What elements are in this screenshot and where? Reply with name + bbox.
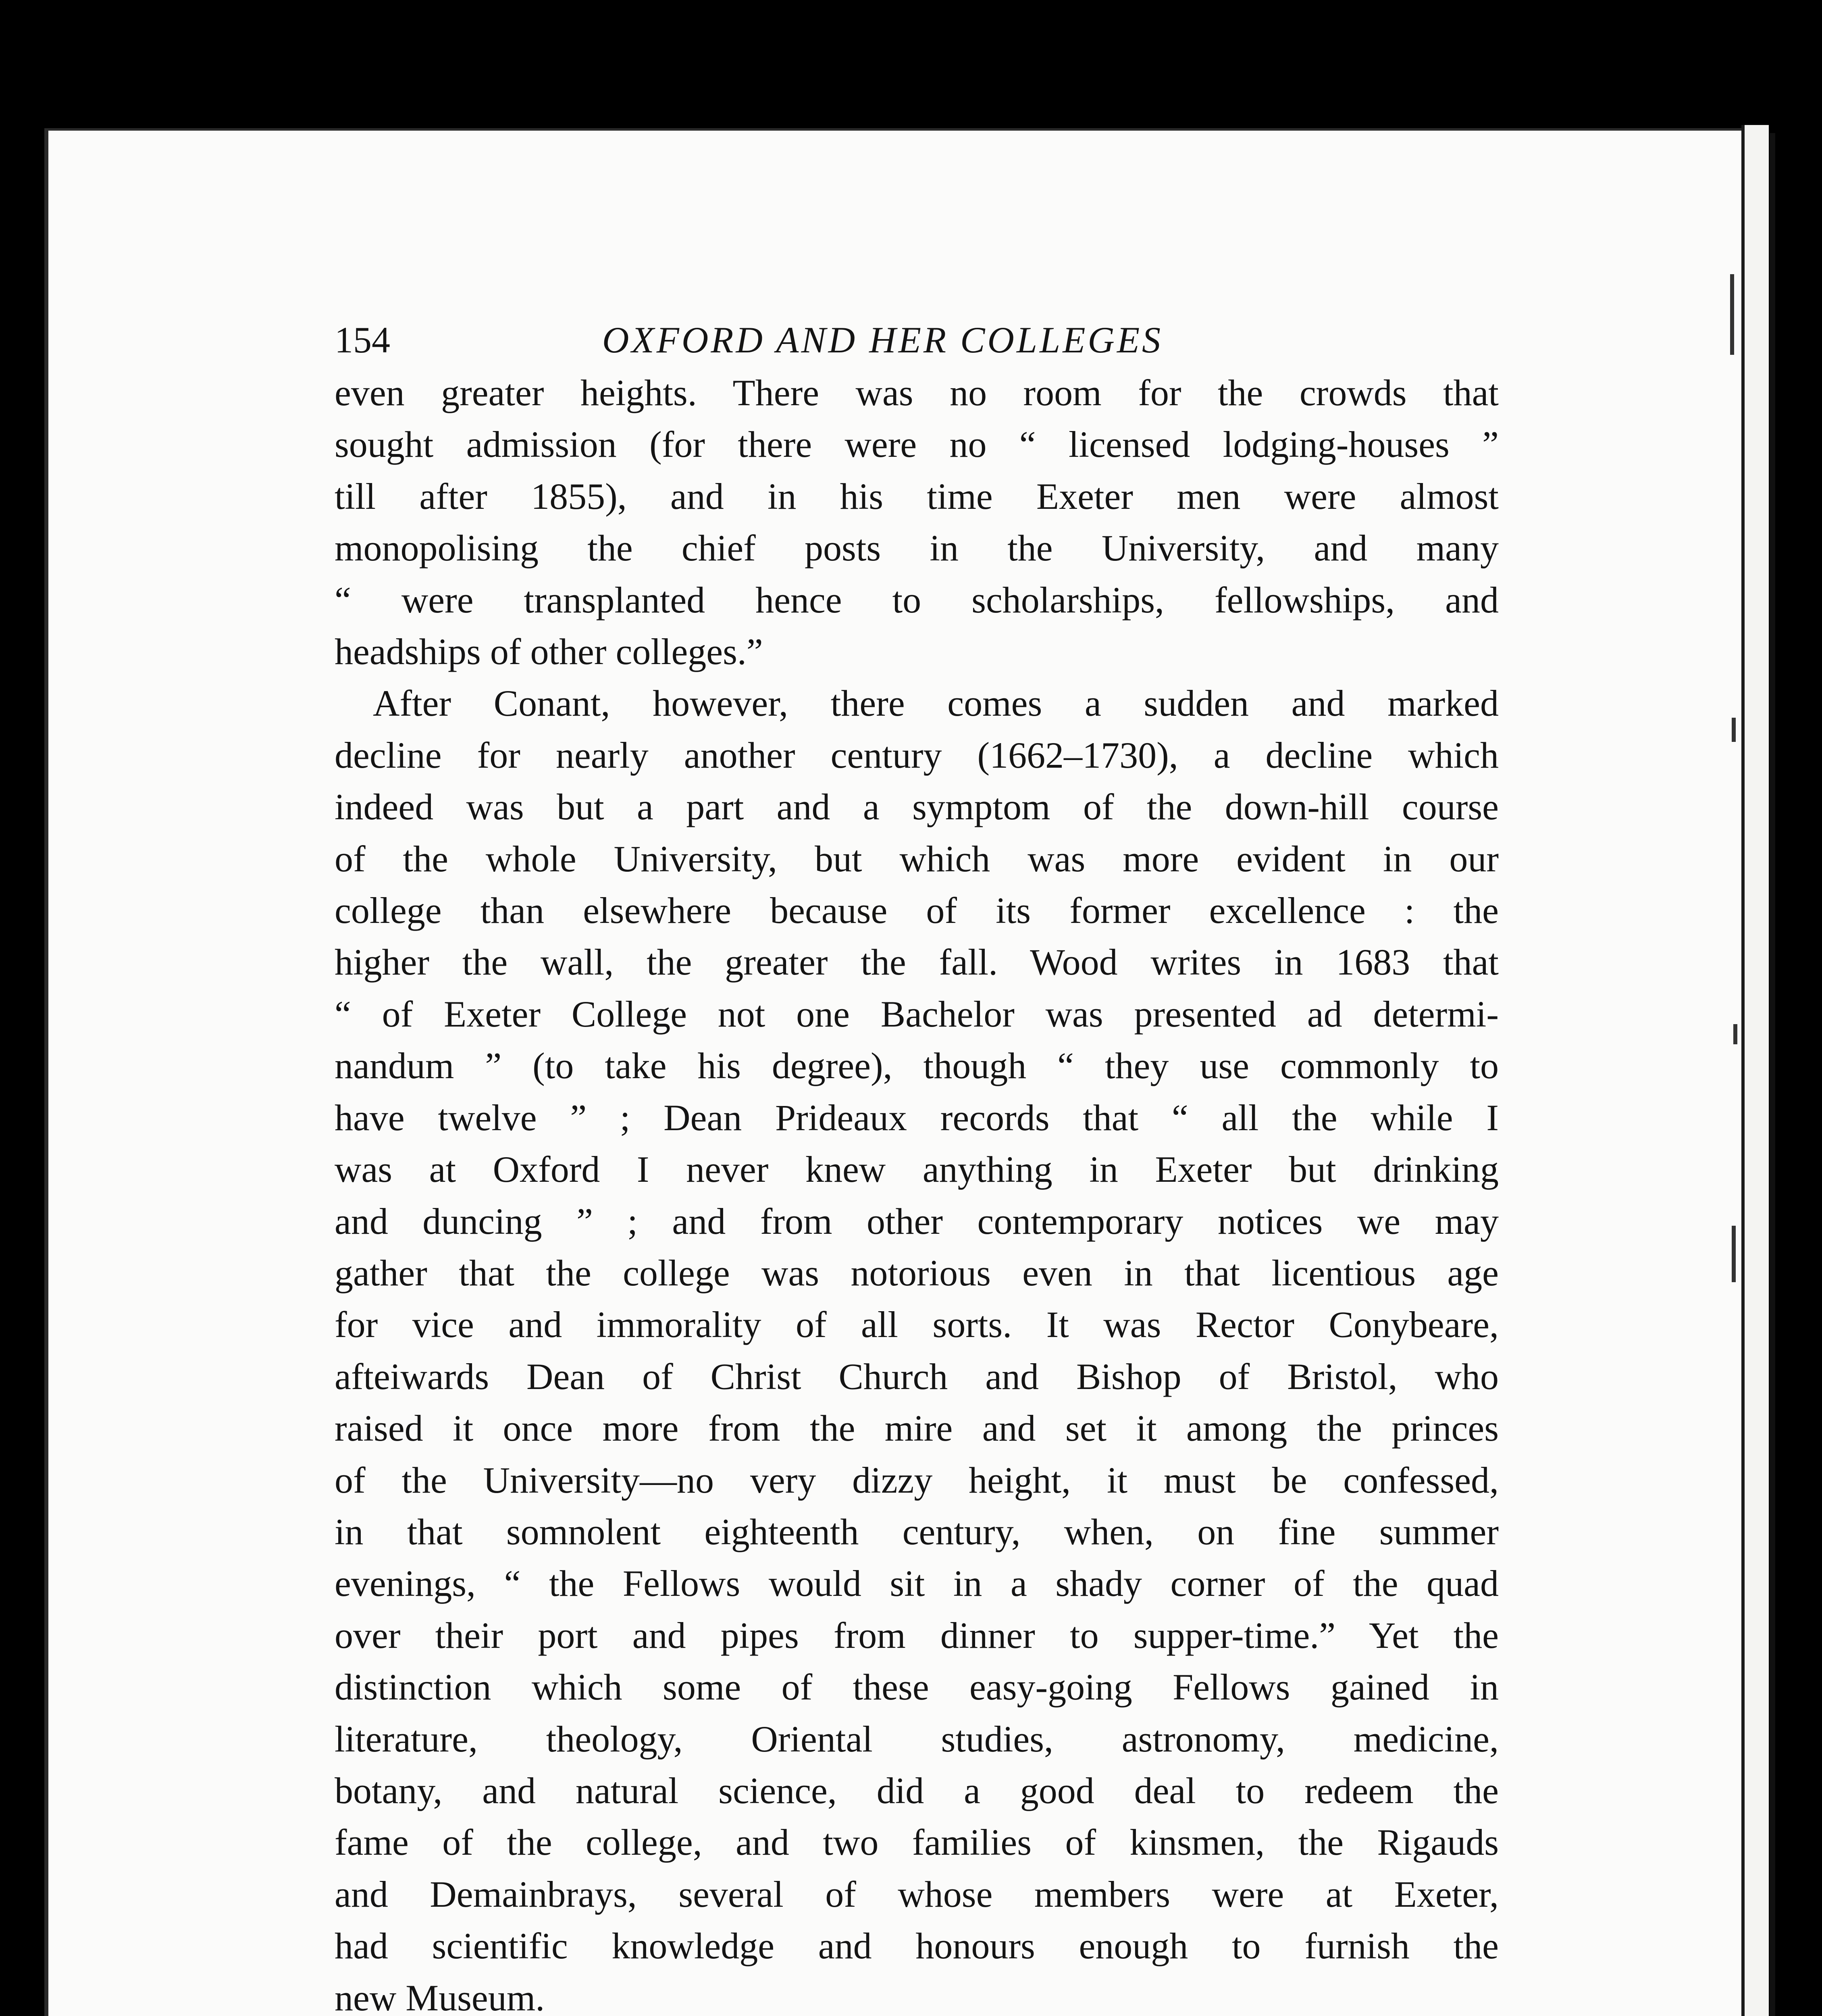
text-line: monopolising the chief posts in the University, and many [335,527,1499,569]
body-text [335,367,1499,2016]
text-line: distinction which some of these easy-going Fellows gained in [335,1666,1499,1708]
text-line: afteiwards Dean of Christ Church and Bishop of Bristol, who [335,1356,1499,1397]
text-line: botany, and natural science, did a good deal to redeem the [335,1770,1499,1811]
text-line: had scientific knowledge and honours enough to furnish the [335,1925,1499,1967]
text-line: new Museum. [335,1977,545,2016]
text-line: “ were transplanted hence to scholarships, fellowships, and [335,579,1499,621]
page-number: 154 [335,319,390,360]
gutter-mark [1733,1024,1737,1044]
running-title: OXFORD AND HER COLLEGES [602,319,1163,360]
gutter-edge [1770,133,1775,2016]
text-line: over their port and pipes from dinner to supper-time.” Yet the [335,1614,1499,1656]
text-line: evenings, “ the Fellows would sit in a shady corner of the quad [335,1563,1499,1604]
running-head [335,310,1499,363]
text-line: of the University—no very dizzy height, it must be confessed, [335,1459,1499,1501]
text-line: sought admission (for there were no “ licensed lodging-houses ” [335,424,1499,465]
text-line: of the whole University, but which was more evident in our [335,838,1499,879]
text-line: college than elsewhere because of its former excellence : the [335,890,1499,931]
text-line: till after 1855), and in his time Exeter men were almost [335,475,1499,517]
paragraph [335,367,1499,677]
paragraph [335,677,1499,2016]
text-line: fame of the college, and two families of kinsmen, the Rigauds [335,1822,1499,1863]
text-line: After Conant, however, there comes a sudden and marked [373,683,1499,724]
text-line: have twelve ” ; Dean Prideaux records that “ all the while I [335,1097,1499,1138]
text-line: higher the wall, the greater the fall. Wood writes in 1683 that [335,941,1499,983]
gutter-mark [1732,1226,1736,1282]
text-line: and duncing ” ; and from other contemporary notices we may [335,1200,1499,1242]
text-line: indeed was but a part and a symptom of the down-hill course [335,786,1499,828]
text-line: literature, theology, Oriental studies, astronomy, medicine, [335,1718,1499,1760]
gutter-mark [1732,718,1736,742]
text-line: was at Oxford I never knew anything in Exeter but drinking [335,1149,1499,1190]
text-line: nandum ” (to take his degree), though “ they use commonly to [335,1045,1499,1087]
text-line: raised it once more from the mire and set it among the princes [335,1408,1499,1449]
page-gutter [1741,125,1769,2016]
text-line: headships of other colleges.” [335,631,763,673]
text-line: gather that the college was notorious even in that licentious age [335,1252,1499,1293]
gutter-mark [1730,274,1734,355]
text-line: and Demainbrays, several of whose members were at Exeter, [335,1873,1499,1915]
text-line: decline for nearly another century (1662–1730), a decline which [335,734,1499,776]
page-text-block [335,310,1499,2016]
text-line: even greater heights. There was no room for the crowds that [335,372,1499,413]
text-line: in that somnolent eighteenth century, when, on fine summer [335,1511,1499,1552]
text-line: “ of Exeter College not one Bachelor was presented ad determi- [335,993,1499,1035]
text-line: for vice and immorality of all sorts. It was Rector Conybeare, [335,1304,1499,1345]
